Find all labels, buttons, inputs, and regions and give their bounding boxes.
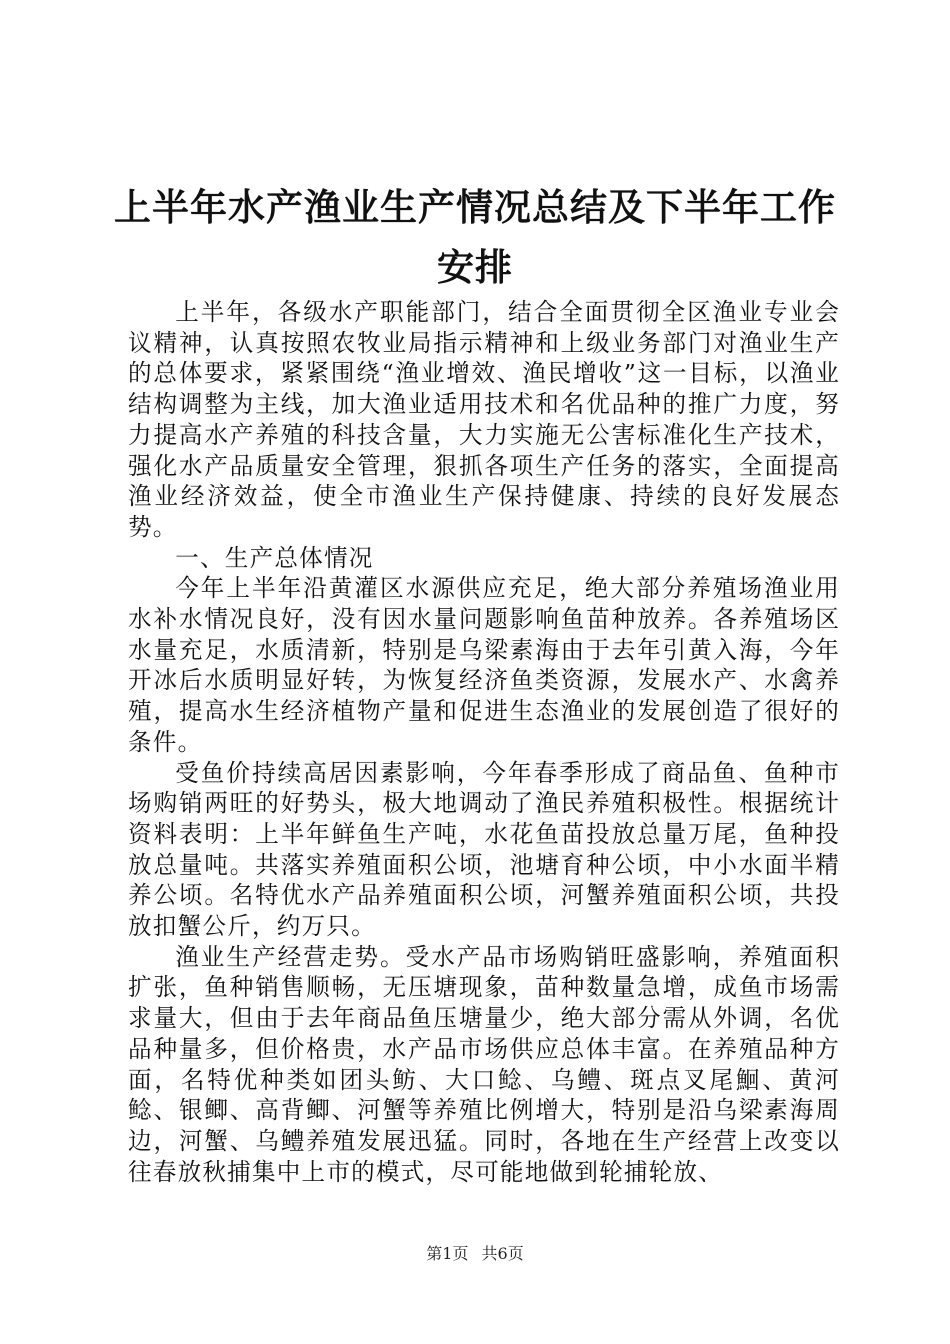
paragraph-intro: 上半年，各级水产职能部门，结合全面贯彻全区渔业专业会议精神，认真按照农牧业局指示精神和上级业务部门对渔业生产的总体要求，紧紧围绕“渔业增效、渔民增收”这一目标，以渔业结构调整为主线，加大渔业适用技术和名优品种的推广力度，努力提高水产养殖的科技含量，大力实施无公害标准化生产技术，强化水产品质量安全管理，狠抓各项生产任务的落实，全面提高渔业经济效益，使全市渔业生产保持健康、持续的良好发展态势。 (128, 298, 840, 541)
page-number: 第1页 (426, 1244, 469, 1263)
document-title: 上半年水产渔业生产情况总结及下半年工作安排 (114, 186, 836, 289)
paragraph-market-trend: 渔业生产经营走势。受水产品市场购销旺盛影响，养殖面积扩张，鱼种销售顺畅，无压塘现象，苗种数量急增，成鱼市场需求量大，但由于去年商品鱼压塘量少，绝大部分需从外调，名优品种量多，但价格贵，水产品市场供应总体丰富。在养殖品种方面，名特优种类如团头鲂、大口鲶、乌鳢、斑点叉尾鮰、黄河鲶、银鲫、高背鲫、河蟹等养殖比例增大，特别是沿乌梁素海周边，河蟹、乌鳢养殖发展迅猛。同时，各地在生产经营上改变以往春放秋捕集中上市的模式，尽可能地做到轮捕轮放、 (128, 942, 840, 1186)
page-total: 共6页 (481, 1244, 524, 1263)
paragraph-statistics: 受鱼价持续高居因素影响，今年春季形成了商品鱼、鱼种市场购销两旺的好势头，极大地调动了渔民养殖积极性。根据统计资料表明：上半年鲜鱼生产吨，水花鱼苗投放总量万尾，鱼种投放总量吨。共落实养殖面积公顷，池塘育种公顷，中小水面半精养公顷。名特优水产品养殖面积公顷，河蟹养殖面积公顷，共投放扣蟹公斤，约万只。 (128, 758, 840, 941)
section-heading: 一、生产总体情况 (175, 543, 374, 572)
paragraph-water-supply: 今年上半年沿黄灌区水源供应充足，绝大部分养殖场渔业用水补水情况良好，没有因水量问题影响鱼苗种放养。各养殖场区水量充足，水质清新，特别是乌梁素海由于去年引黄入海，今年开冰后水质明显好转，为恢复经济鱼类资源，发展水产、水禽养殖，提高水生经济植物产量和促进生态渔业的发展创造了很好的条件。 (128, 574, 840, 756)
document-body (128, 297, 840, 1187)
page-footer (0, 1244, 950, 1264)
